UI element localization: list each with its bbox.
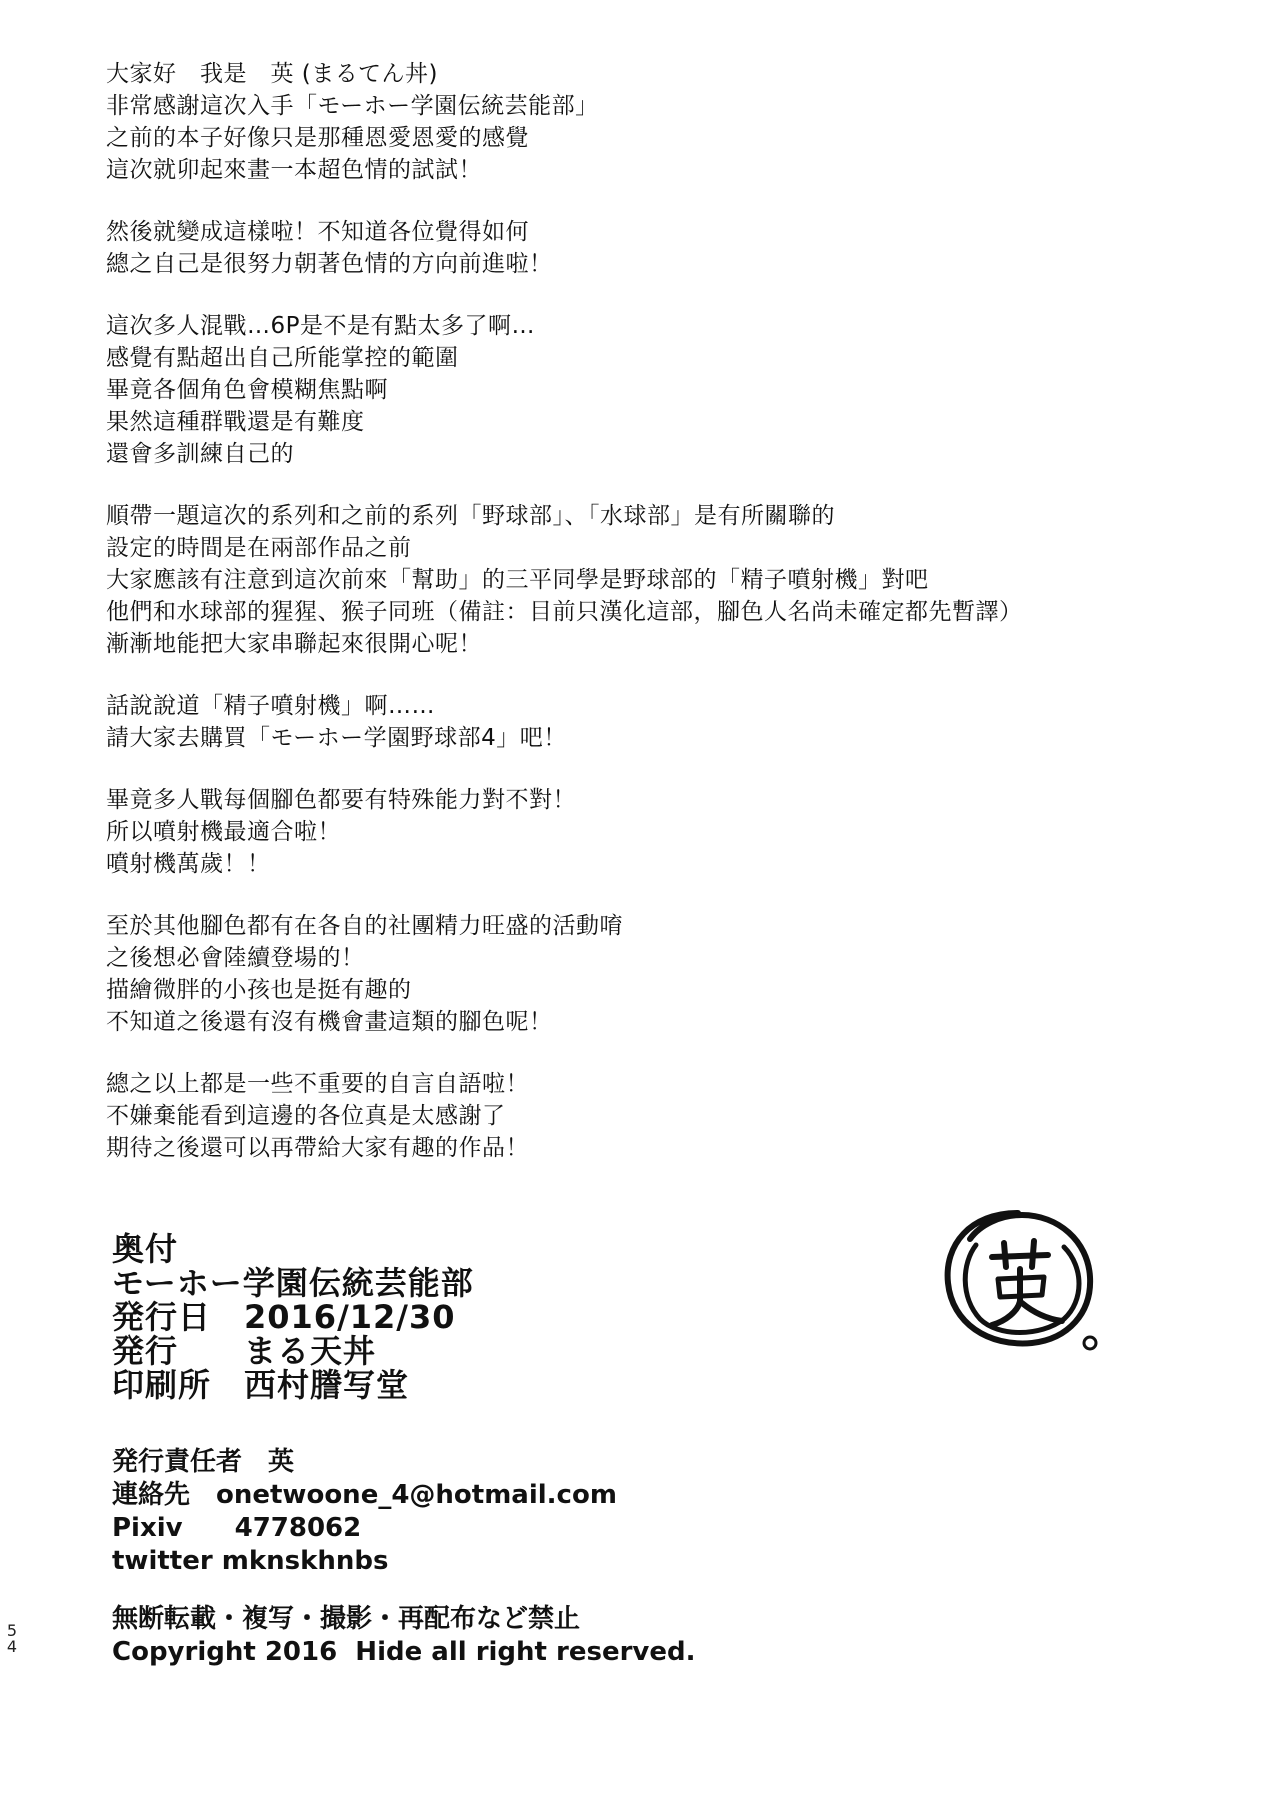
text-line: 大家好 我是 英 (まるてん丼) [106, 61, 439, 87]
text-line: 噴射機萬歲！！ [106, 851, 271, 877]
hand-drawn-circle-seal-icon [940, 1205, 1100, 1355]
colophon-date: 発行日 2016/12/30 [112, 1298, 456, 1336]
text-line: 感覺有點超出自己所能掌控的範圍 [106, 345, 459, 371]
text-line: 還會多訓練自己的 [106, 441, 294, 467]
text-line: 然後就變成這樣啦！不知道各位覺得如何 [106, 219, 529, 245]
afterword-paragraph-8 [106, 1068, 1226, 1164]
afterword-paragraph-5 [106, 690, 1226, 754]
text-line: 請大家去購買「モーホー学園野球部4」吧！ [106, 725, 567, 751]
text-line: 畢竟各個角色會模糊焦點啊 [106, 377, 388, 403]
afterword-paragraph-4 [106, 500, 1226, 660]
colophon-heading: 奥付 [112, 1230, 179, 1268]
afterword-paragraph-1 [106, 58, 1226, 186]
responsible-person: 発行責任者 英 [112, 1447, 295, 1477]
text-line: 他們和水球部的猩猩、猴子同班（備註：目前只漢化這部，腳色人名尚未確定都先暫譯） [106, 599, 1023, 625]
text-line: 之前的本子好像只是那種恩愛恩愛的感覺 [106, 125, 529, 151]
text-line: 期待之後還可以再帶給大家有趣的作品！ [106, 1135, 529, 1161]
pixiv-id: Pixiv 4778062 [112, 1513, 362, 1543]
colophon-title: モーホー学園伝統芸能部 [112, 1264, 474, 1302]
text-line: 至於其他腳色都有在各自的社團精力旺盛的活動唷 [106, 913, 623, 939]
copyright-text: Copyright 2016 Hide all right reserved. [112, 1637, 696, 1667]
afterword-paragraph-6 [106, 784, 1226, 880]
afterword-paragraph-3 [106, 310, 1226, 470]
page-number: 54 [6, 1621, 18, 1656]
text-line: 這次就卯起來畫一本超色情的試試！ [106, 157, 482, 183]
text-line: 話說說道「精子噴射機」啊…… [106, 693, 435, 719]
contact-email: 連絡先 onetwoone_4@hotmail.com [112, 1480, 617, 1510]
afterword [106, 58, 1226, 1194]
afterword-paragraph-2 [106, 216, 1226, 280]
prohibition-text: 無断転載・複写・撮影・再配布など禁止 [112, 1604, 581, 1634]
contact-info [112, 1446, 812, 1578]
text-line: 非常感謝這次入手「モーホー学園伝統芸能部」 [106, 93, 599, 119]
text-line: 這次多人混戰…6P是不是有點太多了啊… [106, 313, 536, 339]
text-line: 描繪微胖的小孩也是挺有趣的 [106, 977, 412, 1003]
text-line: 畢竟多人戰每個腳色都要有特殊能力對不對！ [106, 787, 576, 813]
text-line: 總之自己是很努力朝著色情的方向前進啦！ [106, 251, 553, 277]
colophon [112, 1232, 812, 1402]
colophon-printer: 印刷所 西村謄写堂 [112, 1366, 410, 1404]
text-line: 所以噴射機最適合啦！ [106, 819, 341, 845]
text-line: 不嫌棄能看到這邊的各位真是太感謝了 [106, 1103, 506, 1129]
text-line: 順帶一題這次的系列和之前的系列「野球部」、「水球部」是有所關聯的 [106, 503, 835, 529]
text-line: 之後想必會陸續登場的！ [106, 945, 365, 971]
seal-graphic [940, 1205, 1100, 1355]
colophon-publisher: 発行 まる天丼 [112, 1332, 377, 1370]
text-line: 設定的時間是在兩部作品之前 [106, 535, 412, 561]
text-line: 果然這種群戰還是有難度 [106, 409, 365, 435]
text-line: 不知道之後還有沒有機會畫這類的腳色呢！ [106, 1009, 553, 1035]
copyright-notice [112, 1603, 872, 1669]
twitter-handle: twitter mknskhnbs [112, 1546, 389, 1576]
text-line: 大家應該有注意到這次前來「幫助」的三平同學是野球部的「精子噴射機」對吧 [106, 567, 929, 593]
text-line: 漸漸地能把大家串聯起來很開心呢！ [106, 631, 482, 657]
text-line: 總之以上都是一些不重要的自言自語啦！ [106, 1071, 529, 1097]
afterword-paragraph-7 [106, 910, 1226, 1038]
